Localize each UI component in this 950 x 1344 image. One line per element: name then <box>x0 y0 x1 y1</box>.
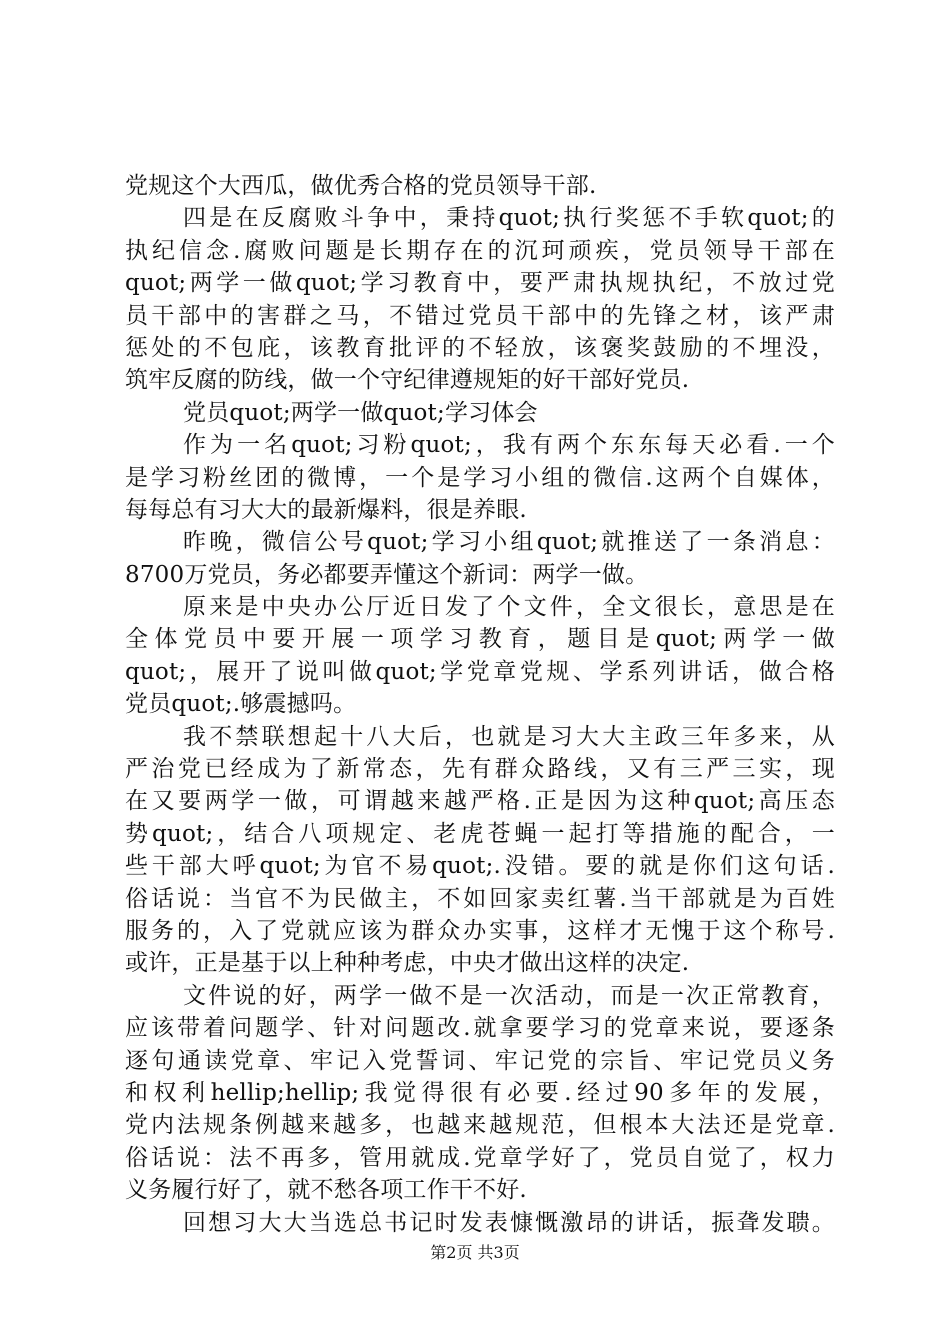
text-line: 筑牢反腐的防线，做一个守纪律遵规矩的好干部好党员. <box>125 367 690 394</box>
text-line: 全体党员中要开展一项学习教育，题目是quot;两学一做 <box>125 626 835 653</box>
text-line: 作为一名quot;习粉quot;，我有两个东东每天必看.一个 <box>183 432 835 459</box>
text-line: 些干部大呼quot;为官不易quot;.没错。要的就是你们这句话. <box>125 853 835 880</box>
text-line: 昨晚，微信公号quot;学习小组quot;就推送了一条消息： <box>183 529 835 556</box>
text-line: 势quot;，结合八项规定、老虎苍蝇一起打等措施的配合，一 <box>125 820 835 847</box>
text-line: 逐句通读党章、牢记入党誓词、牢记党的宗旨、牢记党员义务 <box>125 1047 835 1074</box>
text-line: 每每总有习大大的最新爆料，很是养眼. <box>125 496 527 523</box>
text-line: 俗话说：法不再多，管用就成.党章学好了，党员自觉了，权力 <box>125 1144 835 1171</box>
document-body <box>125 170 835 1239</box>
text-line: 党内法规条例越来越多，也越来越规范，但根本大法还是党章. <box>125 1112 835 1139</box>
text-line: 文件说的好，两学一做不是一次活动，而是一次正常教育， <box>183 982 835 1009</box>
text-line: 党规这个大西瓜，做优秀合格的党员领导干部. <box>125 173 597 199</box>
text-line: 应该带着问题学、针对问题改.就拿要学习的党章来说，要逐条 <box>125 1015 835 1042</box>
text-line: 在又要两学一做，可谓越来越严格.正是因为这种quot;高压态 <box>125 788 835 815</box>
text-line: 党员quot;.够震撼吗。 <box>125 691 357 718</box>
text-line: 和权利hellip;hellip;我觉得很有必要.经过90多年的发展， <box>125 1079 835 1106</box>
text-line: 是学习粉丝团的微博，一个是学习小组的微信.这两个自媒体， <box>125 464 835 491</box>
text-line: 执纪信念.腐败问题是长期存在的沉珂顽疾，党员领导干部在 <box>125 237 835 264</box>
text-line: 党员quot;两学一做quot;学习体会 <box>183 399 538 426</box>
text-line: 义务履行好了，就不愁各项工作干不好. <box>125 1177 527 1204</box>
text-line: 或许，正是基于以上种种考虑，中央才做出这样的决定. <box>125 950 690 977</box>
page-footer: 第2页 共3页 <box>430 1243 520 1262</box>
text-line: quot;两学一做quot;学习教育中，要严肃执规执纪，不放过党 <box>125 270 835 297</box>
text-line: 8700万党员，务必都要弄懂这个新词：两学一做。 <box>125 561 649 588</box>
text-line: 原来是中央办公厅近日发了个文件，全文很长，意思是在 <box>183 594 835 621</box>
text-line: 服务的，入了党就应该为群众办实事，这样才无愧于这个称号. <box>125 917 835 944</box>
text-line: 回想习大大当选总书记时发表慷慨激昂的讲话，振聋发聩。 <box>183 1209 835 1236</box>
text-line: 俗话说：当官不为民做主，不如回家卖红薯.当干部就是为百姓 <box>125 885 835 912</box>
text-line: 严治党已经成为了新常态，先有群众路线，又有三严三实，现 <box>125 756 835 783</box>
text-line: 四是在反腐败斗争中，秉持quot;执行奖惩不手软quot;的 <box>183 205 835 232</box>
text-line: 员干部中的害群之马，不错过党员干部中的先锋之材，该严肃 <box>125 302 835 329</box>
text-line: 我不禁联想起十八大后，也就是习大大主政三年多来，从 <box>183 723 835 750</box>
text-line: 惩处的不包庇，该教育批评的不轻放，该褒奖鼓励的不埋没， <box>125 334 835 361</box>
text-line: quot;，展开了说叫做quot;学党章党规、学系列讲话，做合格 <box>125 658 835 685</box>
